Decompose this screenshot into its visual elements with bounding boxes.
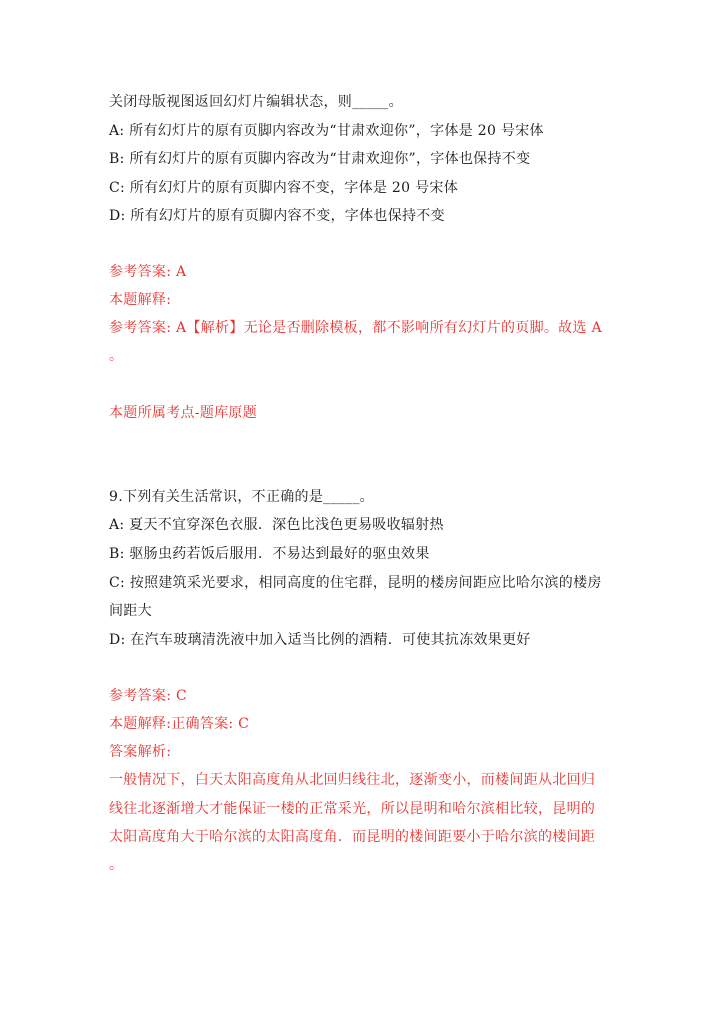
question-9-option-b: B: 驱肠虫药若饭后服用．不易达到最好的驱虫效果 bbox=[109, 546, 430, 562]
question-8-explain-label: 本题解释: bbox=[109, 292, 172, 308]
question-8-topic: 本题所属考点-题库原题 bbox=[109, 405, 258, 421]
question-8-explain-line-1: 参考答案: A【解析】无论是否删除模板，都不影响所有幻灯片的页脚。故选 A bbox=[109, 320, 602, 336]
question-9-analysis-line-2: 线往北逐渐增大才能保证一楼的正常采光，所以昆明和哈尔滨相比较，昆明的 bbox=[109, 801, 596, 817]
question-9-analysis-line-3: 太阳高度角大于哈尔滨的太阳高度角．而昆明的楼间距要小于哈尔滨的楼间距 bbox=[109, 829, 596, 845]
question-9-explain: 本题解释:正确答案: C bbox=[109, 716, 250, 732]
question-9-option-c: C: 按照建筑采光要求，相同高度的住宅群，昆明的楼房间距应比哈尔滨的楼房 bbox=[109, 575, 602, 591]
question-9-answer: 参考答案: C bbox=[109, 688, 187, 704]
question-8-explain-line-2: 。 bbox=[109, 348, 124, 364]
question-9-analysis-line-4: 。 bbox=[109, 857, 124, 873]
question-8-option-b: B: 所有幻灯片的原有页脚内容改为“甘肃欢迎你”，字体也保持不变 bbox=[109, 151, 531, 167]
question-9-stem: 9.下列有关生活常识，不正确的是_____。 bbox=[109, 489, 374, 505]
question-9-analysis-label: 答案解析: bbox=[109, 744, 172, 760]
question-9-option-c-cont: 间距大 bbox=[109, 603, 152, 619]
question-9-option-a: A: 夏天不宜穿深色衣服．深色比浅色更易吸收辐射热 bbox=[109, 517, 444, 533]
question-8-option-c: C: 所有幻灯片的原有页脚内容不变，字体是 20 号宋体 bbox=[109, 180, 458, 196]
question-8-stem: 关闭母版视图返回幻灯片编辑状态，则_____。 bbox=[109, 94, 403, 110]
question-9-option-d: D: 在汽车玻璃清洗液中加入适当比例的酒精．可使其抗冻效果更好 bbox=[109, 632, 531, 648]
question-9-analysis-line-1: 一般情况下，白天太阳高度角从北回归线往北，逐渐变小，而楼间距从北回归 bbox=[109, 772, 596, 788]
question-8-option-d: D: 所有幻灯片的原有页脚内容不变，字体也保持不变 bbox=[109, 208, 445, 224]
question-8-answer: 参考答案: A bbox=[109, 264, 187, 280]
question-8-option-a: A: 所有幻灯片的原有页脚内容改为“甘肃欢迎你”，字体是 20 号宋体 bbox=[109, 123, 544, 139]
